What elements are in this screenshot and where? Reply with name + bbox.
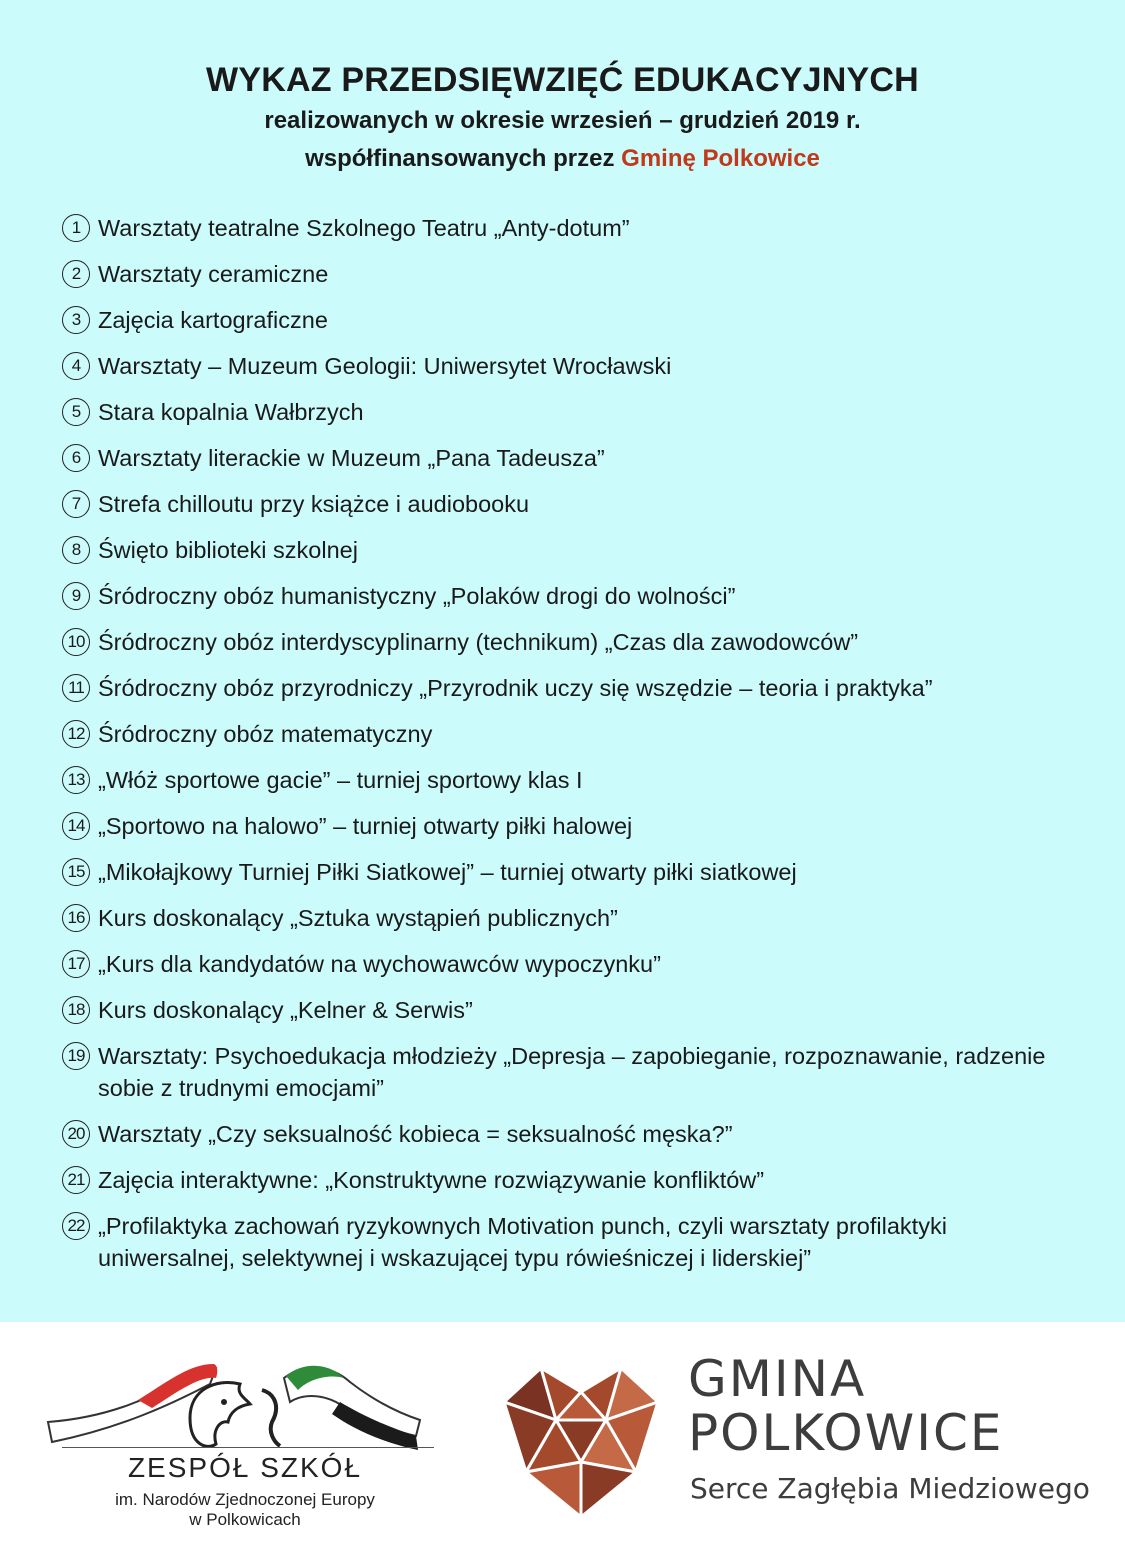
list-item bbox=[62, 856, 1062, 888]
list-item bbox=[62, 948, 1062, 980]
list-item bbox=[62, 258, 1062, 290]
list-item bbox=[62, 718, 1062, 750]
gmina-title bbox=[688, 1352, 1003, 1460]
item-text: „Włóż sportowe gacie” – turniej sportowy klas I bbox=[98, 767, 583, 793]
item-number-badge: 4 bbox=[62, 352, 90, 380]
list-item bbox=[62, 764, 1062, 796]
item-text: Święto biblioteki szkolnej bbox=[98, 537, 358, 563]
list-item bbox=[62, 994, 1062, 1026]
item-text: Śródroczny obóz przyrodniczy „Przyrodnik uczy się wszędzie – teoria i praktyka” bbox=[98, 675, 933, 701]
list-item bbox=[62, 350, 1062, 382]
events-list bbox=[62, 212, 1062, 1288]
list-item bbox=[62, 1118, 1062, 1150]
item-number-badge: 1 bbox=[62, 214, 90, 242]
item-text: Warsztaty ceramiczne bbox=[98, 261, 329, 287]
gmina-title-line2: POLKOWICE bbox=[688, 1404, 1004, 1462]
copper-heart-logo bbox=[496, 1362, 666, 1522]
footer bbox=[0, 1322, 1125, 1555]
item-number-badge: 16 bbox=[62, 904, 90, 932]
logo-divider bbox=[62, 1447, 434, 1448]
funding-accent: Gminę Polkowice bbox=[621, 145, 820, 172]
item-number-badge: 17 bbox=[62, 950, 90, 978]
item-text: „Kurs dla kandydatów na wychowawców wypoczynku” bbox=[98, 951, 661, 977]
item-number-badge: 14 bbox=[62, 812, 90, 840]
item-number-badge: 11 bbox=[62, 674, 90, 702]
item-number-badge: 21 bbox=[62, 1166, 90, 1194]
list-item bbox=[62, 304, 1062, 336]
school-name: ZESPÓŁ SZKÓŁ bbox=[127, 1452, 363, 1483]
item-text: Kurs doskonalący „Sztuka wystąpień publicznych” bbox=[98, 905, 618, 931]
school-subtitle-line1: im. Narodów Zjednoczonej Europy bbox=[115, 1490, 375, 1509]
list-item bbox=[62, 902, 1062, 934]
gmina-tagline: Serce Zagłębia Miedziowego bbox=[690, 1472, 1090, 1505]
item-text: Warsztaty – Muzeum Geologii: Uniwersytet Wrocławski bbox=[98, 353, 672, 379]
funding-prefix: współfinansowanych przez bbox=[305, 145, 615, 172]
item-text: Warsztaty: Psychoedukacja młodzieży „Depresja – zapobieganie, rozpoznawanie, radzenie sobie z trudnymi emocjami” bbox=[98, 1043, 1046, 1101]
item-text: „Profilaktyka zachowań ryzykownych Motivation punch, czyli warsztaty profilaktyki uniwersalnej, selektywnej i wskazującej typu rówieśniczej i liderskiej” bbox=[98, 1213, 947, 1271]
item-text: Śródroczny obóz matematyczny bbox=[98, 721, 433, 747]
item-text: Warsztaty literackie w Muzeum „Pana Tadeusza” bbox=[98, 445, 605, 471]
item-text: Warsztaty teatralne Szkolnego Teatru „Anty-dotum” bbox=[98, 215, 630, 241]
item-text: Śródroczny obóz interdyscyplinarny (technikum) „Czas dla zawodowców” bbox=[98, 629, 859, 655]
list-item bbox=[62, 672, 1062, 704]
item-text: Kurs doskonalący „Kelner & Serwis” bbox=[98, 997, 473, 1023]
item-number-badge: 12 bbox=[62, 720, 90, 748]
item-number-badge: 19 bbox=[62, 1042, 90, 1070]
item-text: „Sportowo na halowo” – turniej otwarty piłki halowej bbox=[98, 813, 633, 839]
school-subtitle bbox=[40, 1490, 450, 1530]
list-item bbox=[62, 1164, 1062, 1196]
list-item bbox=[62, 534, 1062, 566]
item-number-badge: 7 bbox=[62, 490, 90, 518]
item-number-badge: 6 bbox=[62, 444, 90, 472]
subtitle-funding bbox=[0, 140, 1125, 178]
item-text: Zajęcia kartograficzne bbox=[98, 307, 328, 333]
item-number-badge: 8 bbox=[62, 536, 90, 564]
list-item bbox=[62, 1040, 1062, 1104]
item-number-badge: 20 bbox=[62, 1120, 90, 1148]
item-number-badge: 9 bbox=[62, 582, 90, 610]
item-number-badge: 18 bbox=[62, 996, 90, 1024]
item-number-badge: 15 bbox=[62, 858, 90, 886]
item-text: Strefa chilloutu przy książce i audiobooku bbox=[98, 491, 530, 517]
list-item bbox=[62, 488, 1062, 520]
subtitle-period: realizowanych w okresie wrzesień – grudzień 2019 r. bbox=[264, 107, 861, 134]
item-number-badge: 22 bbox=[62, 1212, 90, 1240]
gmina-title-line1: GMINA bbox=[688, 1350, 867, 1408]
list-item bbox=[62, 810, 1062, 842]
item-number-badge: 3 bbox=[62, 306, 90, 334]
item-text: Warsztaty „Czy seksualność kobieca = seksualność męska?” bbox=[98, 1121, 733, 1147]
list-item bbox=[62, 442, 1062, 474]
item-text: Zajęcia interaktywne: „Konstruktywne rozwiązywanie konfliktów” bbox=[98, 1167, 765, 1193]
item-number-badge: 5 bbox=[62, 398, 90, 426]
list-item bbox=[62, 580, 1062, 612]
item-text: „Mikołajkowy Turniej Piłki Siatkowej” – turniej otwarty piłki siatkowej bbox=[98, 859, 797, 885]
header bbox=[0, 58, 1125, 178]
list-item bbox=[62, 626, 1062, 658]
list-item bbox=[62, 396, 1062, 428]
school-subtitle-line2: w Polkowicach bbox=[189, 1510, 301, 1529]
list-item bbox=[62, 1210, 1062, 1274]
item-text: Stara kopalnia Wałbrzych bbox=[98, 399, 364, 425]
item-number-badge: 13 bbox=[62, 766, 90, 794]
page-title: WYKAZ PRZEDSIĘWZIĘĆ EDUKACYJNYCH bbox=[206, 61, 919, 99]
list-item bbox=[62, 212, 1062, 244]
item-number-badge: 10 bbox=[62, 628, 90, 656]
item-number-badge: 2 bbox=[62, 260, 90, 288]
item-text: Śródroczny obóz humanistyczny „Polaków drogi do wolności” bbox=[98, 583, 736, 609]
